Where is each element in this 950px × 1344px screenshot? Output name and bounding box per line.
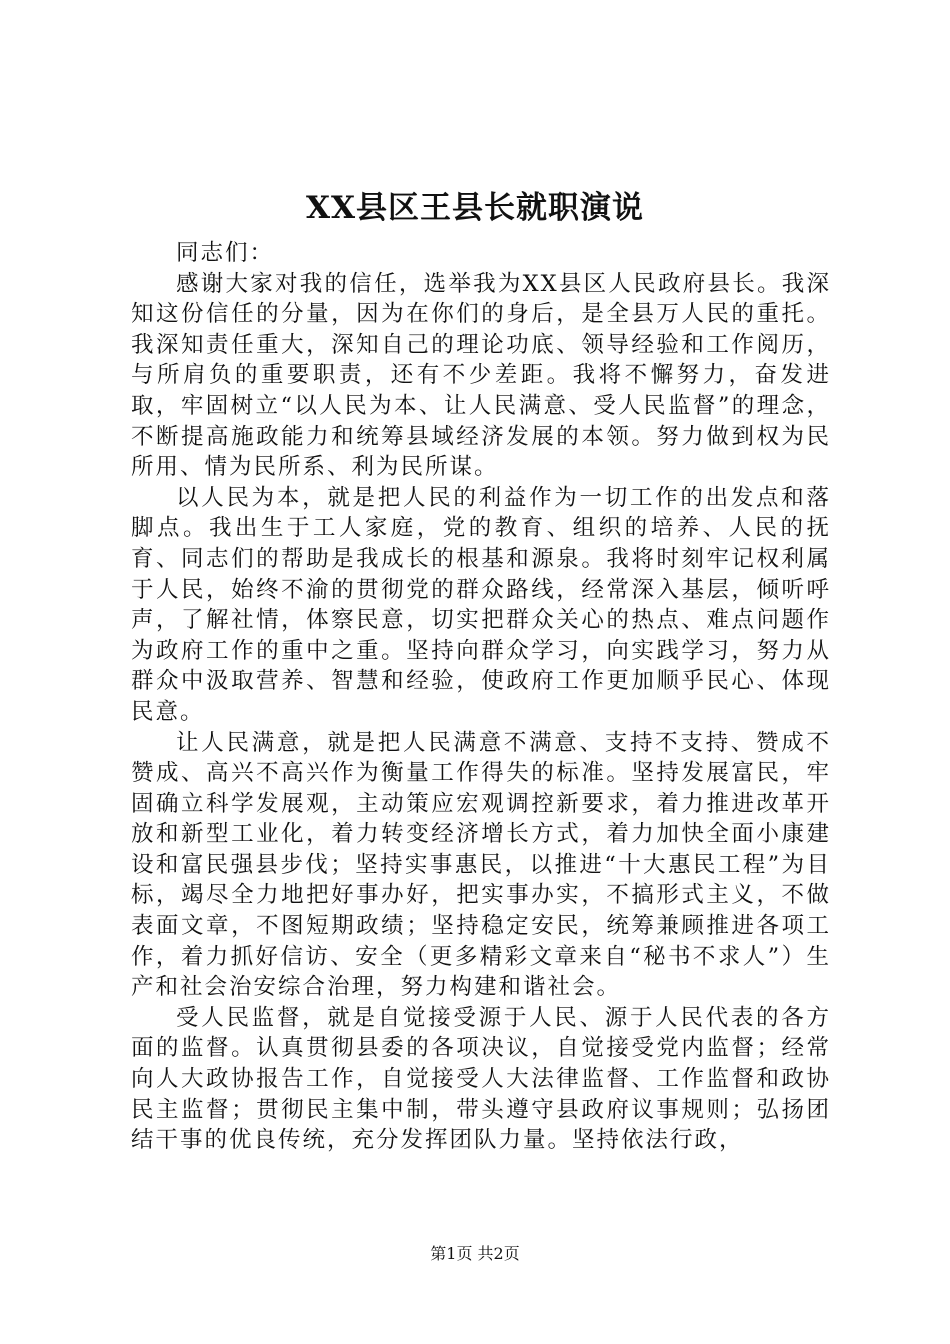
paragraph: 让人民满意，就是把人民满意不满意、支持不支持、赞成不赞成、高兴不高兴作为衡量工作得失的标准。坚持发展富民，牢固确立科学发展观，主动策应宏观调控新要求，着力推进改革开放和新型工业化，着力转变经济增长方式，着力加快全面小康建设和富民强县步伐；坚持实事惠民，以推进“十大惠民工程”为目标，竭尽全力地把好事办好，把实事办实，不搞形式主义，不做表面文章，不图短期政绩；坚持稳定安民，统筹兼顾推进各项工作，着力抓好信访、安全（更多精彩文章来自“秘书不求人”）生产和社会治安综合治理，努力构建和谐社会。	[131, 729, 831, 1001]
document-title: XX县区王县长就职演说	[305, 190, 645, 226]
paragraph: 感谢大家对我的信任，选举我为XX县区人民政府县长。我深知这份信任的分量，因为在你们的身后，是全县万人民的重托。我深知责任重大，深知自己的理论功底、领导经验和工作阅历，与所肩负的重要职责，还有不少差距。我将不懈努力，奋发进取，牢固树立“以人民为本、让人民满意、受人民监督”的理念，不断提高施政能力和统筹县域经济发展的本领。努力做到权为民所用、情为民所系、利为民所谋。	[131, 270, 831, 481]
paragraph: 受人民监督，就是自觉接受源于人民、源于人民代表的各方面的监督。认真贯彻县委的各项决议，自觉接受党内监督；经常向人大政协报告工作，自觉接受人大法律监督、工作监督和政协民主监督；贯彻民主集中制，带头遵守县政府议事规则；弘扬团结干事的优良传统，充分发挥团队力量。坚持依法行政，	[131, 1004, 831, 1154]
page-footer: 第1页 共2页	[430, 1244, 520, 1263]
salutation: 同志们：	[176, 240, 275, 266]
paragraph: 以人民为本，就是把人民的利益作为一切工作的出发点和落脚点。我出生于工人家庭，党的教育、组织的培养、人民的抚育、同志们的帮助是我成长的根基和源泉。我将时刻牢记权利属于人民，始终不渝的贯彻党的群众路线，经常深入基层，倾听呼声，了解社情，体察民意，切实把群众关心的热点、难点问题作为政府工作的重中之重。坚持向群众学习，向实践学习，努力从群众中汲取营养、智慧和经验，使政府工作更加顺乎民心、体现民意。	[131, 484, 831, 725]
document-body	[131, 238, 831, 1156]
